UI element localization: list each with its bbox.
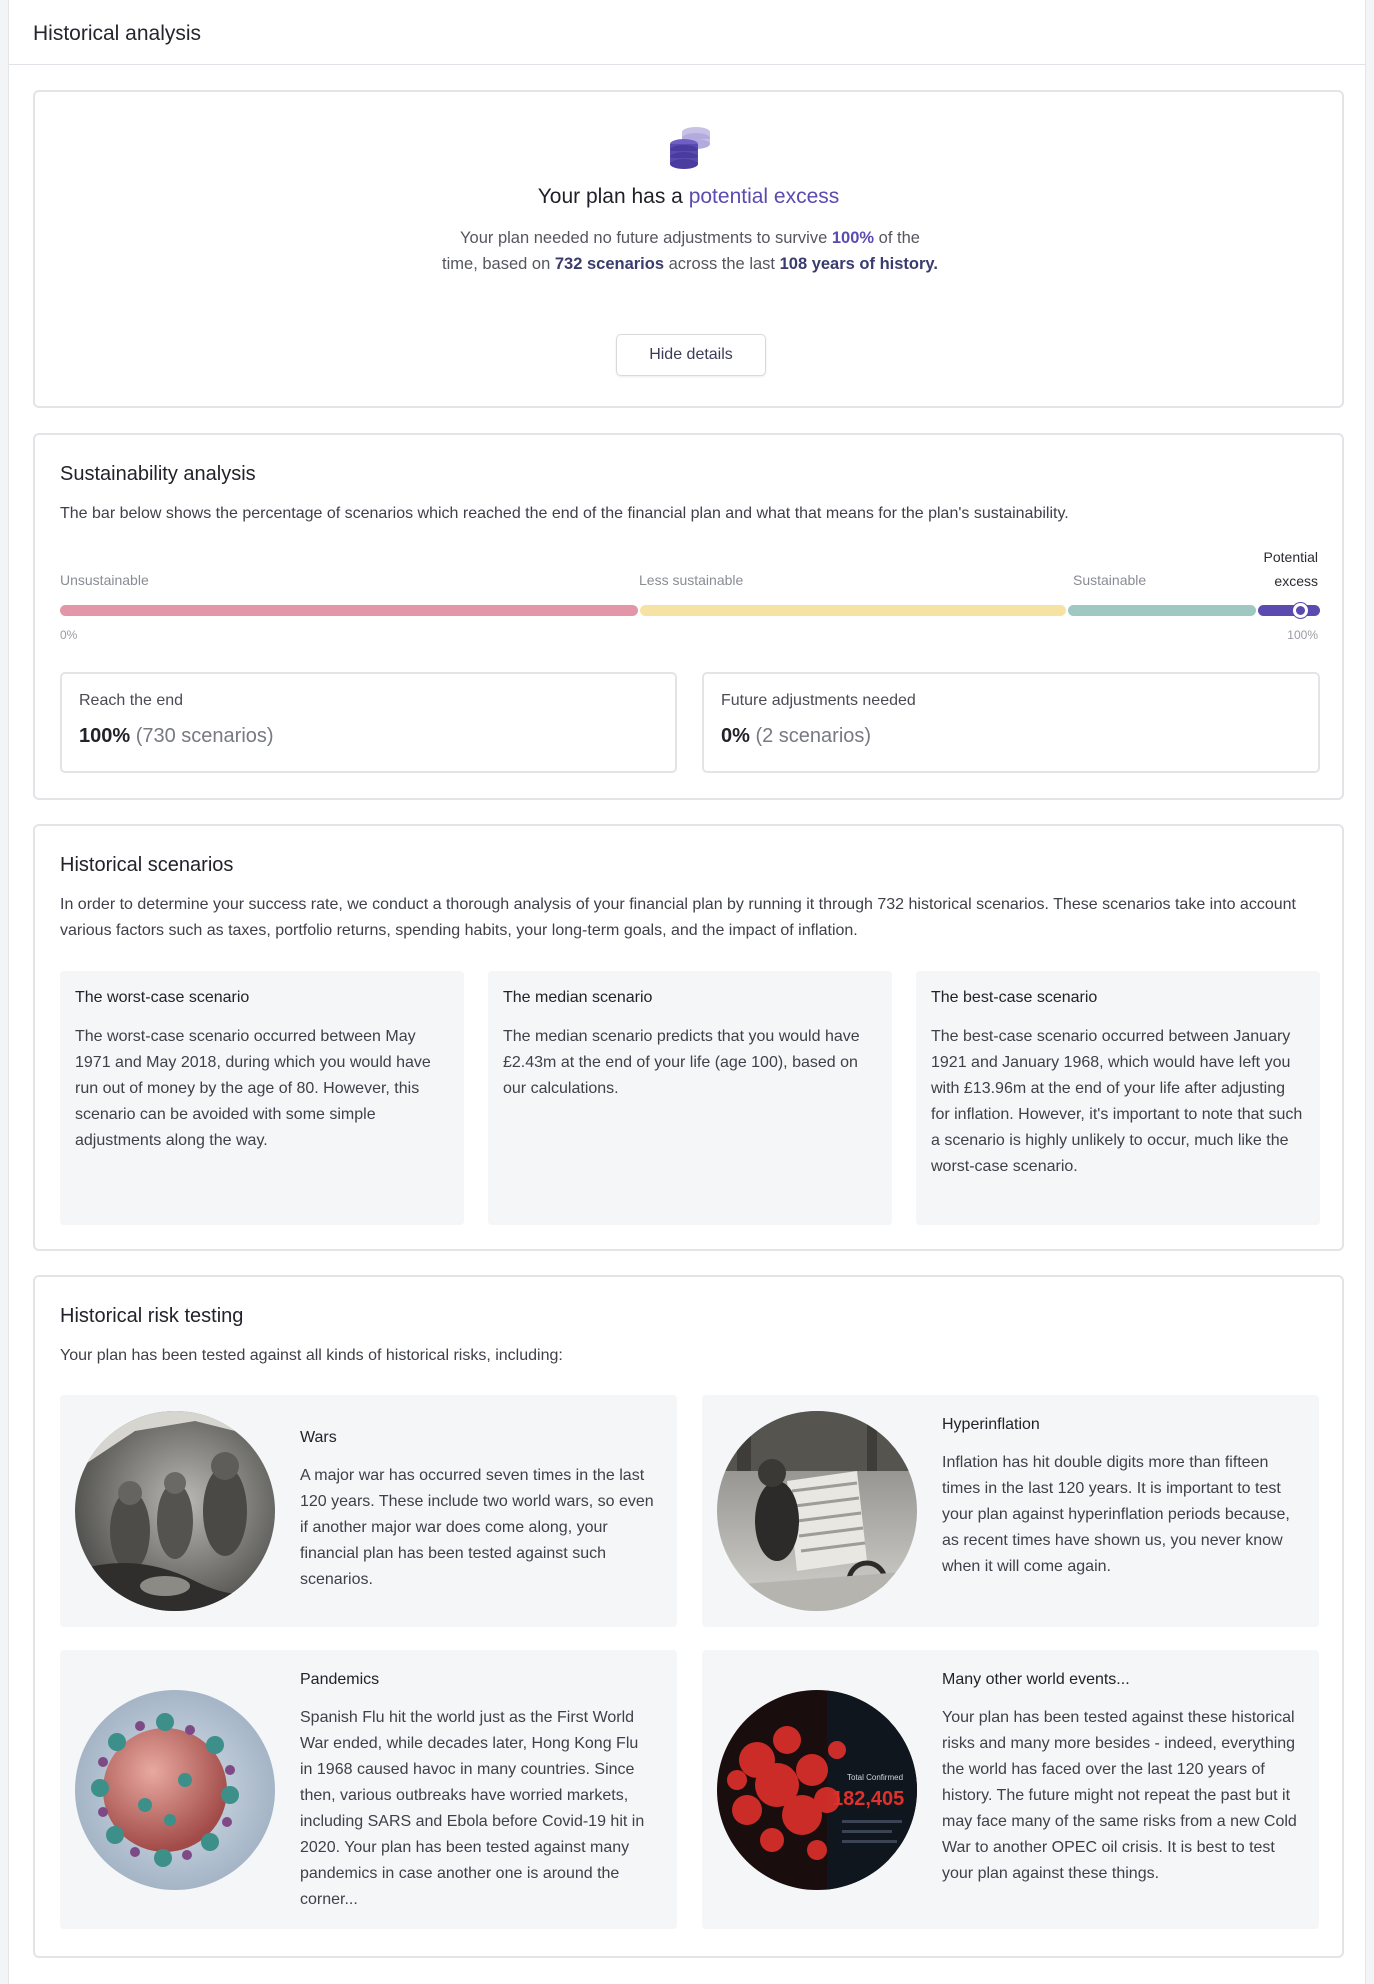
median-title: The median scenario [503,989,653,1006]
summary-text-part: of the time, based on [442,229,920,273]
reach-end-value [79,725,274,748]
plan-summary-card [33,90,1344,408]
risk-other-events-text: Your plan has been tested against these historical risks and many more besides - indeed, everything the world has faced over the last 120 years of history. The future might not repeat the past but it may face many of the same risks from a new Cold War to another OPEC oil crisis. It is best to test your plan against these things. [942,1709,1297,1882]
risk-wars-text: A major war has occurred seven times in the last 120 years. These include two world wars, so even if another major war does come along, your financial plan has been tested against such scenarios. [300,1467,654,1588]
label-potential-excess-line: Potential [1263,549,1318,565]
summary-heading-accent: potential excess [688,185,840,208]
bar-segment-potential-excess [1258,605,1320,616]
sustainability-marker [1293,603,1308,618]
label-sustainable: Sustainable [1073,572,1147,588]
risk-description: Your plan has been tested against all kinds of historical risks, including: [60,1347,563,1364]
worst-case-box [60,971,464,1225]
page-title: Historical analysis [33,22,202,45]
summary-heading-prefix: Your plan has a [537,185,689,208]
map-total-confirmed: Total Confirmed [847,1773,904,1782]
reach-end-percent: 100% [79,725,131,747]
scenarios-description: In order to determine your success rate, we conduct a thorough analysis of your financial plan by running it through 732 historical scenarios. These scenarios take into account various factors such as taxes, portfolio returns, spending habits, your long-term goals, and the impact of inflation. [60,896,1296,939]
label-less-sustainable: Less sustainable [639,572,744,588]
tick-max: 100% [1287,628,1318,642]
coins-icon [660,122,720,172]
summary-text-part: across the last [664,255,780,273]
reach-end-box [60,672,677,773]
scenarios-title: Historical scenarios [60,854,234,876]
risk-pandemics-title: Pandemics [300,1671,380,1688]
pandemics-image [75,1690,275,1890]
risk-hyperinflation-box [702,1395,1319,1627]
summary-heading [35,185,1342,209]
adjustments-value [721,725,871,748]
bar-segment-less-sustainable [640,605,1066,616]
risk-hyperinflation-content [942,1416,1297,1580]
risk-pandemics-content [300,1671,655,1913]
historical-scenarios-card [33,824,1344,1251]
summary-scenarios: 732 scenarios [554,255,665,273]
wars-image [75,1411,275,1611]
risk-hyperinflation-title: Hyperinflation [942,1416,1040,1433]
label-potential-excess-line: excess [1274,573,1318,589]
risk-wars-title: Wars [300,1429,337,1446]
risk-testing-card [33,1275,1344,1958]
risk-other-events-title: Many other world events... [942,1671,1130,1688]
hide-details-button[interactable]: Hide details [616,334,766,376]
sustainability-title: Sustainability analysis [60,463,256,485]
map-confirmed-count: 182,405 [832,1788,905,1810]
sustainability-card [33,433,1344,800]
page-header [9,0,1365,65]
historical-analysis-page [8,0,1366,1984]
risk-other-events-content [942,1671,1297,1887]
risk-hyperinflation-text: Inflation has hit double digits more than fifteen times in the last 120 years. It is important to test your plan against hyperinflation periods because, as recent times have shown us, you never know when it will come again. [942,1454,1290,1575]
sustainability-description: The bar below shows the percentage of scenarios which reached the end of the financial plan and what that means for the plan's sustainability. [60,505,1069,522]
risk-wars-content [300,1429,655,1593]
risk-wars-box [60,1395,677,1627]
world-events-image [717,1690,917,1890]
best-case-title: The best-case scenario [931,989,1098,1006]
label-unsustainable: Unsustainable [60,572,149,588]
summary-text-part: Your plan needed no future adjustments to survive [460,229,832,247]
adjustments-percent: 0% [721,725,750,747]
risk-title: Historical risk testing [60,1305,244,1327]
summary-years: 108 years of history. [779,255,938,273]
adjustments-box [702,672,1320,773]
worst-case-text: The worst-case scenario occurred between May 1971 and May 2018, during which you would have run out of money by the age of 80. However, this scenario can be avoided with some simple adjustments along the way. [75,1028,431,1149]
summary-percent: 100% [831,229,875,247]
summary-text [440,225,940,277]
risk-pandemics-box [60,1650,677,1929]
best-case-box [916,971,1320,1225]
hyperinflation-image [717,1411,917,1611]
bar-segment-sustainable [1068,605,1256,616]
best-case-text: The best-case scenario occurred between January 1921 and January 1968, which would have left you with £13.96m at the end of your life after adjusting for inflation. However, it's important to note that such a scenario is highly unlikely to occur, much like the worst-case scenario. [931,1028,1303,1175]
median-text: The median scenario predicts that you would have £2.43m at the end of your life (age 100), based on our calculations. [503,1028,860,1097]
bar-segment-unsustainable [60,605,638,616]
worst-case-title: The worst-case scenario [75,989,250,1006]
adjustments-detail: (2 scenarios) [755,725,872,747]
adjustments-title: Future adjustments needed [721,692,916,709]
reach-end-detail: (730 scenarios) [135,725,274,747]
tick-min: 0% [60,628,78,642]
risk-other-events-box [702,1650,1319,1929]
label-potential-excess [1264,545,1318,593]
risk-pandemics-text: Spanish Flu hit the world just as the First World War ended, while decades later, Hong Kong Flu in 1968 caused havoc in many countries. Since then, various outbreaks have worried markets, including SARS and Ebola before Covid-19 hit in 2020. Your plan has been tested against many pandemics in case another one is around the corner... [300,1709,645,1908]
median-box [488,971,892,1225]
reach-end-title: Reach the end [79,692,184,709]
